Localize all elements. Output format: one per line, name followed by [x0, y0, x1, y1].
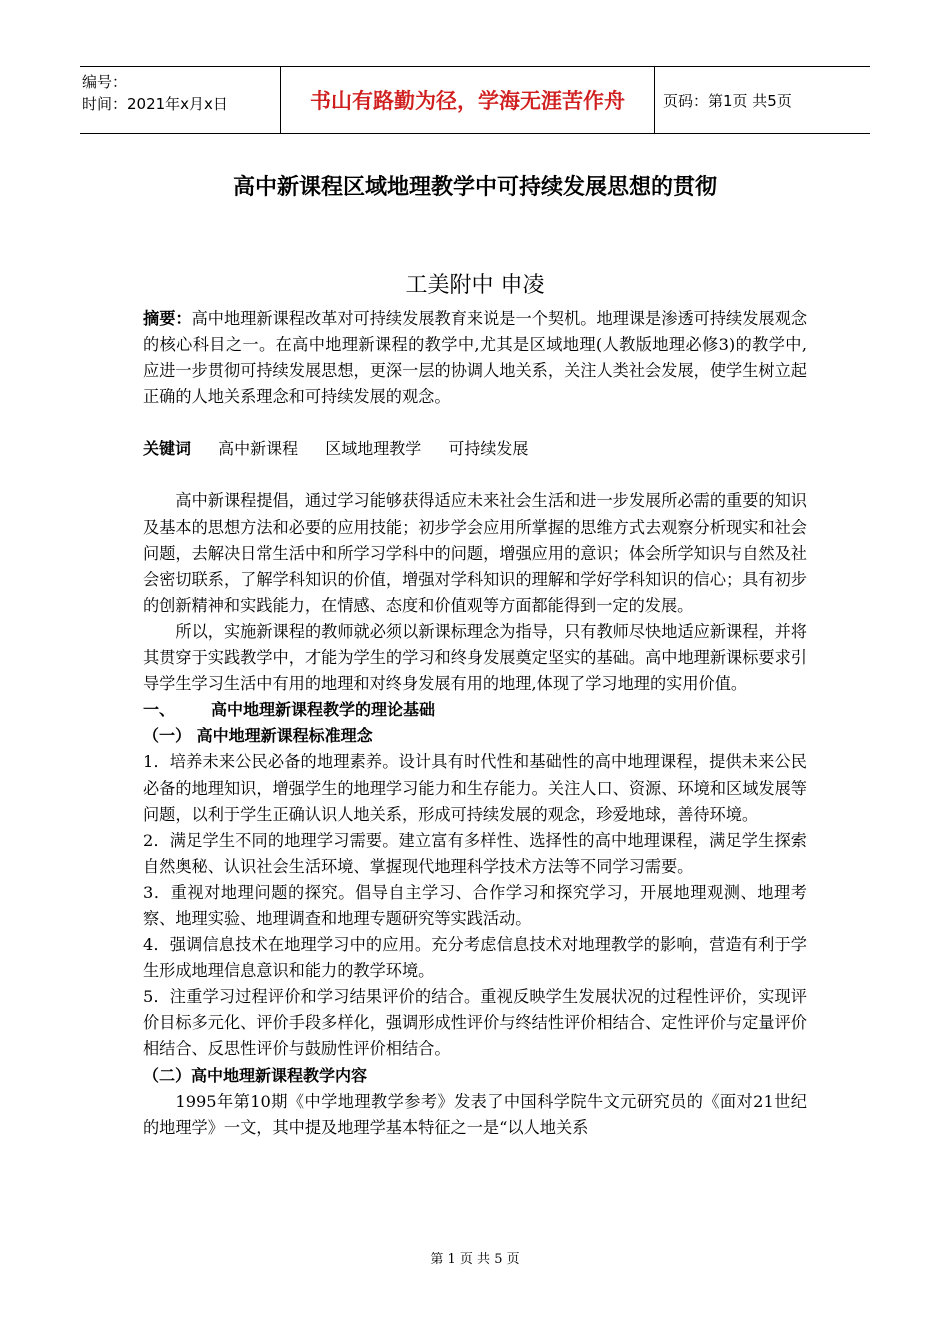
keyword: 区域地理教学 [325, 439, 422, 459]
time-label: 时间：2021年x月x日 [82, 95, 228, 113]
author-line: 工美附中 申凌 [405, 273, 545, 298]
keywords-label: 关键词 [143, 439, 192, 459]
section-title: 高中地理新课程教学的理论基础 [211, 700, 436, 720]
abstract-text: 高中地理新课程改革对可持续发展教育来说是一个契机。地理课是渗透可持续发展观念的核心科目之一。在高中地理新课程的教学中,尤其是区域地理(人教版地理必修3)的教学中,应进一步贯彻可持续发展思想，更深一层的协调人地关系，关注人类社会发展，使学生树立起正确的人地关系理念和可持续发展的观念。 [143, 309, 808, 407]
intro-paragraph: 所以，实施新课程的教师就必须以新课标理念为指导，只有教师尽快地适应新课程，并将其贯穿于实践教学中，才能为学生的学习和终身发展奠定坚实的基础。高中地理新课标要求引导学生学习生活中有用的地理和对终身发展有用的地理,体现了学习地理的实用价值。 [143, 621, 807, 694]
page-header [80, 66, 870, 134]
number-label: 编号： [82, 73, 128, 91]
intro-paragraph: 高中新课程提倡，通过学习能够获得适应未来社会生活和进一步发展所必需的重要的知识及基本的思想方法和必要的应用技能；初步学会应用所掌握的思维方式去观察分析现实和社会问题，去解决日常生活中和所学习学科中的问题，增强应用的意识；体会所学知识与自然及社会密切联系，了解学科知识的价值，增强对学科知识的理解和学好学科知识的信心；具有初步的创新精神和实践能力，在情感、态度和价值观等方面都能得到一定的发展。 [143, 491, 807, 615]
section-heading [143, 697, 807, 723]
page-footer: 第 1 页 共 5 页 [430, 1252, 520, 1267]
header-meta [80, 67, 280, 133]
list-item: 5．注重学习过程评价和学习结果评价的结合。重视反映学生发展状况的过程性评价，实现评价目标多元化、评价手段多样化，强调形成性评价与终结性评价相结合、定性评价与定量评价相结合、反思性评价与鼓励性评价相结合。 [143, 987, 807, 1059]
keyword: 可持续发展 [448, 439, 529, 459]
document-title: 高中新课程区域地理教学中可持续发展思想的贯彻 [232, 175, 717, 200]
abstract [143, 306, 807, 410]
keywords [143, 436, 807, 462]
header-motto: 书山有路勤为径，学海无涯苦作舟 [280, 67, 655, 133]
body-paragraph: 1995年第10期《中学地理教学参考》发表了中国科学院牛文元研究员的《面对21世纪的地理学》一文，其中提及地理学基本特征之一是“以人地关系 [143, 1091, 807, 1137]
keyword: 高中新课程 [218, 439, 299, 459]
main-content [143, 306, 807, 1141]
abstract-label: 摘要： [143, 309, 192, 328]
section-number: 一、 [143, 700, 176, 720]
list-item: 3．重视对地理问题的探究。倡导自主学习、合作学习和探究学习，开展地理观测、地理考察、地理实验、地理调查和地理专题研究等实践活动。 [143, 882, 807, 928]
header-page-info: 页码：第1页 共5页 [663, 91, 792, 110]
list-item: 1．培养未来公民必备的地理素养。设计具有时代性和基础性的高中地理课程，提供未来公民必备的地理知识，增强学生的地理学习能力和生存能力。关注人口、资源、环境和区域发展等问题，以利于学生正确认识人地关系，形成可持续发展的观念，珍爱地球，善待环境。 [143, 752, 807, 824]
list-item: 2．满足学生不同的地理学习需要。建立富有多样性、选择性的高中地理课程，满足学生探索自然奥秘、认识社会生活环境、掌握现代地理科学技术方法等不同学习需要。 [143, 830, 807, 876]
subsection-heading: （一） 高中地理新课程标准理念 [143, 726, 373, 746]
subsection-heading: （二）高中地理新课程教学内容 [143, 1065, 368, 1085]
list-item: 4．强调信息技术在地理学习中的应用。充分考虑信息技术对地理教学的影响，营造有利于学生形成地理信息意识和能力的教学环境。 [143, 935, 807, 981]
